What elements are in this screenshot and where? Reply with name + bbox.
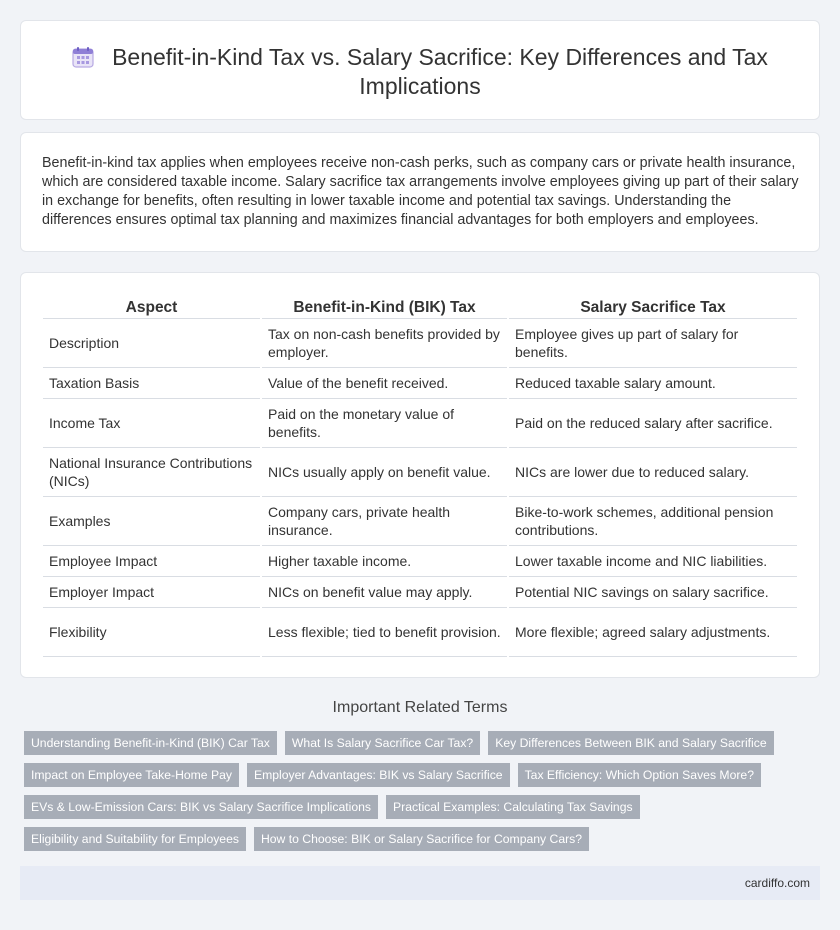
aspect-cell: Employee Impact bbox=[43, 546, 260, 577]
aspect-cell: National Insurance Contributions (NICs) bbox=[43, 448, 260, 497]
aspect-cell: Income Tax bbox=[43, 399, 260, 448]
calendar-icon bbox=[72, 46, 94, 68]
bik-cell: Company cars, private health insurance. bbox=[262, 497, 507, 546]
table-row bbox=[43, 319, 797, 368]
related-tag-link[interactable]: Impact on Employee Take-Home Pay bbox=[24, 763, 239, 787]
bik-cell: Less flexible; tied to benefit provision. bbox=[262, 608, 507, 657]
bik-cell: Value of the benefit received. bbox=[262, 368, 507, 399]
table-row bbox=[43, 608, 797, 657]
salary-sacrifice-cell: Potential NIC savings on salary sacrifice. bbox=[509, 577, 797, 608]
bik-cell: Higher taxable income. bbox=[262, 546, 507, 577]
salary-sacrifice-cell: Paid on the reduced salary after sacrifice. bbox=[509, 399, 797, 448]
comparison-table bbox=[41, 295, 799, 657]
header-card bbox=[20, 20, 820, 120]
related-tags-row bbox=[24, 731, 774, 755]
related-tag-link[interactable]: EVs & Low-Emission Cars: BIK vs Salary Sacrifice Implications bbox=[24, 795, 378, 819]
table-row bbox=[43, 577, 797, 608]
related-tag-link[interactable]: How to Choose: BIK or Salary Sacrifice for Company Cars? bbox=[254, 827, 589, 851]
related-tag-link[interactable]: Understanding Benefit-in-Kind (BIK) Car Tax bbox=[24, 731, 277, 755]
footer-site-link[interactable]: cardiffo.com bbox=[744, 876, 810, 890]
table-row bbox=[43, 546, 797, 577]
related-tag-link[interactable]: Practical Examples: Calculating Tax Savings bbox=[386, 795, 640, 819]
related-tags-row bbox=[24, 795, 640, 819]
aspect-cell: Description bbox=[43, 319, 260, 368]
related-tag-link[interactable]: Key Differences Between BIK and Salary Sacrifice bbox=[488, 731, 773, 755]
aspect-cell: Examples bbox=[43, 497, 260, 546]
table-header-row bbox=[43, 295, 797, 319]
bik-cell: NICs on benefit value may apply. bbox=[262, 577, 507, 608]
intro-paragraph: Benefit-in-kind tax applies when employees receive non-cash perks, such as company cars or private health insurance, which are considered taxable income. Salary sacrifice tax arrangements involve employees giving up part of their salary in exchange for benefits, often resulting in lower taxable income and potential tax savings. Understanding the differences ensures optimal tax planning and maximizes financial advantages for both employers and employees. bbox=[42, 155, 799, 228]
aspect-cell: Taxation Basis bbox=[43, 368, 260, 399]
salary-sacrifice-cell: Lower taxable income and NIC liabilities. bbox=[509, 546, 797, 577]
column-header: Salary Sacrifice Tax bbox=[509, 295, 797, 319]
related-tag-link[interactable]: What Is Salary Sacrifice Car Tax? bbox=[285, 731, 480, 755]
footer bbox=[20, 866, 820, 900]
page-title-row bbox=[21, 43, 819, 101]
bik-cell: Paid on the monetary value of benefits. bbox=[262, 399, 507, 448]
related-tag-link[interactable]: Employer Advantages: BIK vs Salary Sacrifice bbox=[247, 763, 510, 787]
salary-sacrifice-cell: Reduced taxable salary amount. bbox=[509, 368, 797, 399]
aspect-cell: Employer Impact bbox=[43, 577, 260, 608]
table-row bbox=[43, 399, 797, 448]
related-tags-row bbox=[24, 827, 589, 851]
related-terms-title: Important Related Terms bbox=[332, 699, 508, 716]
related-tag-link[interactable]: Tax Efficiency: Which Option Saves More? bbox=[518, 763, 761, 787]
page-title: Benefit-in-Kind Tax vs. Salary Sacrifice: Key Differences and Tax Implications bbox=[112, 44, 768, 99]
salary-sacrifice-cell: NICs are lower due to reduced salary. bbox=[509, 448, 797, 497]
table-row bbox=[43, 448, 797, 497]
table-row bbox=[43, 368, 797, 399]
related-tag-link[interactable]: Eligibility and Suitability for Employees bbox=[24, 827, 246, 851]
salary-sacrifice-cell: More flexible; agreed salary adjustments. bbox=[509, 608, 797, 657]
comparison-card bbox=[20, 272, 820, 678]
bik-cell: Tax on non-cash benefits provided by employer. bbox=[262, 319, 507, 368]
aspect-cell: Flexibility bbox=[43, 608, 260, 657]
salary-sacrifice-cell: Employee gives up part of salary for benefits. bbox=[509, 319, 797, 368]
salary-sacrifice-cell: Bike-to-work schemes, additional pension contributions. bbox=[509, 497, 797, 546]
intro-card bbox=[20, 132, 820, 252]
related-tags-row bbox=[24, 763, 761, 787]
bik-cell: NICs usually apply on benefit value. bbox=[262, 448, 507, 497]
column-header: Benefit-in-Kind (BIK) Tax bbox=[262, 295, 507, 319]
table-row bbox=[43, 497, 797, 546]
column-header: Aspect bbox=[43, 295, 260, 319]
